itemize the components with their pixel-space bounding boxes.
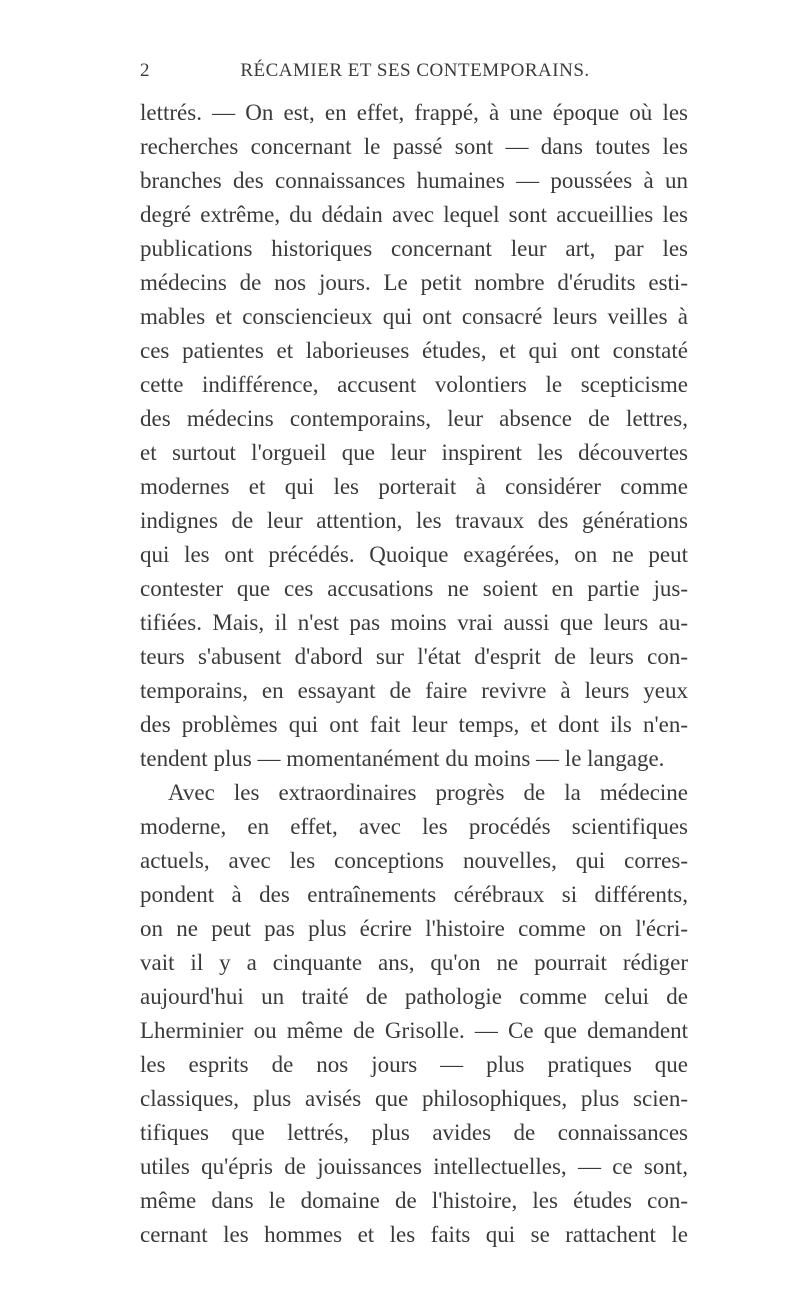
text-line: on ne peut pas plus écrire l'histoire comme on l'écri- [140,916,688,941]
text-line: et surtout l'orgueil que leur inspirent les découvertes [140,440,688,465]
text-line: des médecins contemporains, leur absence de lettres, [140,406,688,431]
text-line: vait il y a cinquante ans, qu'on ne pourrait rédiger [140,950,688,975]
text-line: publications historiques concernant leur art, par les [140,236,688,261]
text-line: Avec les extraordinaires progrès de la médecine [168,780,688,805]
text-line: tifiées. Mais, il n'est pas moins vrai aussi que leurs au- [140,610,688,635]
text-line: moderne, en effet, avec les procédés scientifiques [140,814,688,839]
text-line: aujourd'hui un traité de pathologie comme celui de [140,984,688,1009]
text-line: classiques, plus avisés que philosophiques, plus scien- [140,1086,688,1111]
text-line: même dans le domaine de l'histoire, les études con- [140,1188,688,1213]
text-line: mables et consciencieux qui ont consacré leurs veilles à [140,304,688,329]
text-line: branches des connaissances humaines — poussées à un [140,168,688,193]
text-line: cernant les hommes et les faits qui se rattachent le [140,1222,688,1247]
text-line: utiles qu'épris de jouissances intellectuelles, — ce sont, [140,1154,688,1179]
body-text [140,96,688,1252]
text-line: qui les ont précédés. Quoique exagérées, on ne peut [140,542,688,567]
text-line: tifiques que lettrés, plus avides de connaissances [140,1120,688,1145]
text-line: contester que ces accusations ne soient en partie jus- [140,576,688,601]
text-line: teurs s'abusent d'abord sur l'état d'esprit de leurs con- [140,644,688,669]
text-line: des problèmes qui ont fait leur temps, et dont ils n'en- [140,712,688,737]
text-line: pondent à des entraînements cérébraux si différents, [140,882,688,907]
text-line: Lherminier ou même de Grisolle. — Ce que demandent [140,1018,688,1043]
text-line: recherches concernant le passé sont — dans toutes les [140,134,688,159]
text-line: modernes et qui les porterait à considérer comme [140,474,688,499]
running-head: RÉCAMIER ET SES CONTEMPORAINS. [240,60,590,81]
page-header [140,60,690,90]
text-line: actuels, avec les conceptions nouvelles, qui corres- [140,848,688,873]
text-line: cette indifférence, accusent volontiers le scepticisme [140,372,688,397]
text-line: ces patientes et laborieuses études, et qui ont constaté [140,338,688,363]
text-line: temporains, en essayant de faire revivre à leurs yeux [140,678,688,703]
text-line: indignes de leur attention, les travaux des générations [140,508,688,533]
text-line: degré extrême, du dédain avec lequel sont accueillies les [140,202,688,227]
text-line: lettrés. — On est, en effet, frappé, à une époque où les [140,100,688,125]
text-line: médecins de nos jours. Le petit nombre d'érudits esti- [140,270,688,295]
page-number: 2 [140,60,150,81]
text-line: tendent plus — momentanément du moins — le langage. [140,746,665,771]
text-line: les esprits de nos jours — plus pratiques que [140,1052,688,1077]
